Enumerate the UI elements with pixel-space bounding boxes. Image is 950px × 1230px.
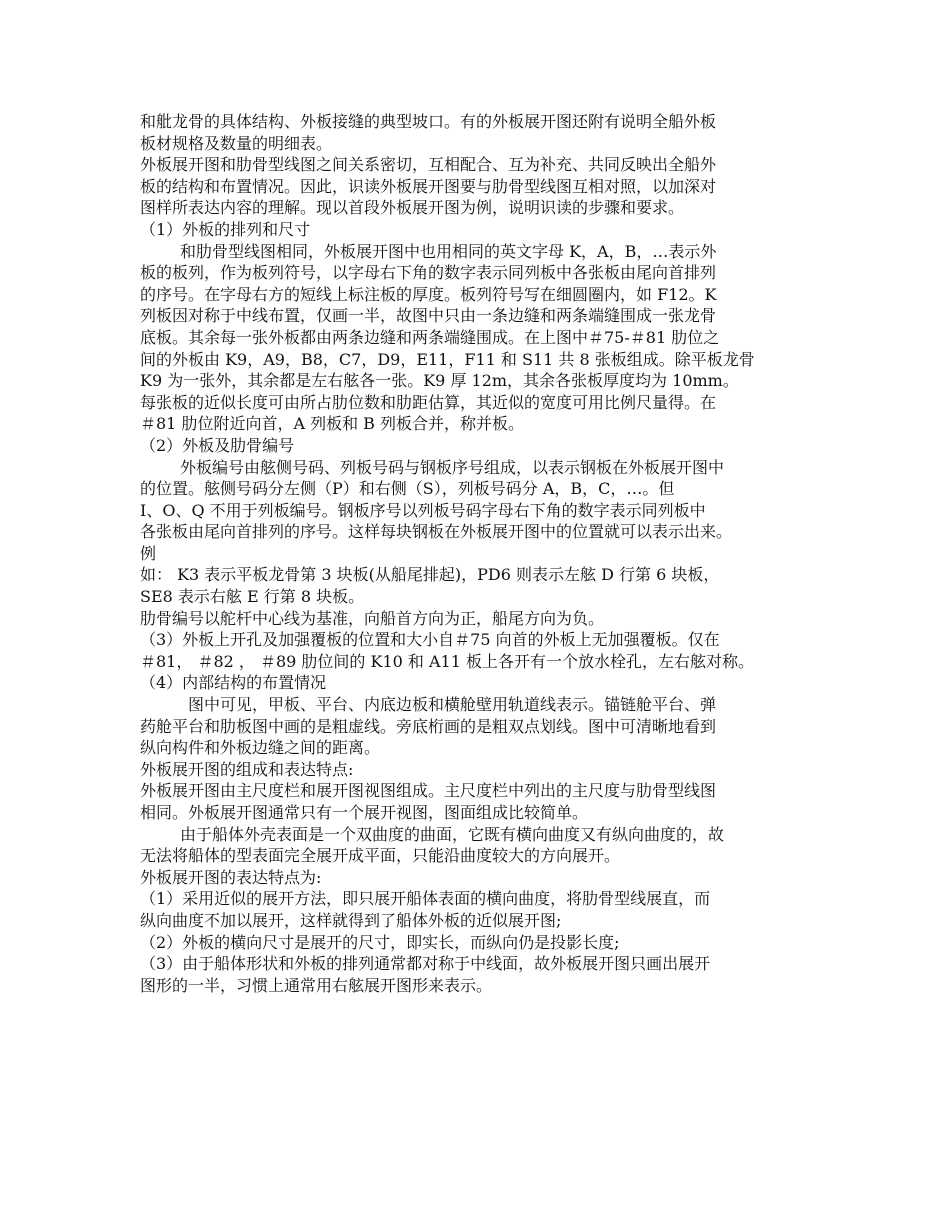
text-line: 列板因对称于中线布置，仅画一半，故图中只由一条边缝和两条端缝围成一张龙骨 [140,306,717,326]
text-line: （2）外板的横向尺寸是展开的尺寸，即实长，而纵向仍是投影长度; [140,932,620,952]
text-line: I、O、Q 不用于列板编号。钢板序号以列板号码字母右下角的数字表示同列板中 [140,500,706,520]
text-line: 板的结构和布置情况。因此，识读外板展开图要与肋骨型线图互相对照，以加深对 [140,176,717,196]
text-line: 由于船体外壳表面是一个双曲度的曲面，它既有横向曲度又有纵向曲度的，故 [180,824,725,844]
text-line: 底板。其余每一张外板都由两条边缝和两条端缝围成。在上图中＃75-＃81 肋位之 [140,327,720,347]
text-line: 药舱平台和肋板图中画的是粗虚线。旁底桁画的是粗双点划线。图中可清晰地看到 [140,716,717,736]
text-line: ＃81， ＃82 ， ＃89 肋位间的 K10 和 A11 板上各开有一个放水栓孔，左右舷对称。 [140,651,754,671]
text-line: （3）由于船体形状和外板的排列通常都对称于中线面，故外板展开图只画出展开 [140,954,711,974]
text-line: 外板展开图由主尺度栏和展开图视图组成。主尺度栏中列出的主尺度与肋骨型线图 [140,781,717,801]
text-line: 图中可见，甲板、平台、内底边板和横舱壁用轨道线表示。锚链舱平台、弹 [188,695,717,715]
text-line: 板的板列，作为板列符号，以字母右下角的数字表示同列板中各张板由尾向首排列 [140,263,717,283]
text-line: 各张板由尾向首排列的序号。这样每块钢板在外板展开图中的位置就可以表示出来。 [140,522,733,542]
text-line: ＃81 肋位附近向首，A 列板和 B 列板合并，称并板。 [140,414,525,434]
text-line: 外板编号由舷侧号码、列板号码与钢板序号组成，以表示钢板在外板展开图中 [180,457,725,477]
text-line: 间的外板由 K9，A9，B8，C7，D9，E11，F11 和 S11 共 8 张板组成。除平板龙骨 [140,349,755,369]
text-line: 的位置。舷侧号码分左侧（P）和右侧（S），列板号码分 A，B，C，…。但 [140,479,675,499]
text-line: 图形的一半，习惯上通常用右舷展开图形来表示。 [140,975,493,995]
text-line: 纵向构件和外板边缝之间的距离。 [140,738,381,758]
text-line: （3）外板上开孔及加强覆板的位置和大小自＃75 向首的外板上无加强覆板。仅在 [140,630,720,650]
text-line: 如： K3 表示平板龙骨第 3 块板(从船尾排起)，PD6 则表示左舷 D 行第 6 块板， [140,565,720,585]
text-line: 图样所表达内容的理解。现以首段外板展开图为例，说明识读的步骤和要求。 [140,198,685,218]
text-line: （2）外板及肋骨编号 [140,435,295,455]
text-line: 纵向曲度不加以展开，这样就得到了船体外板的近似展开图; [140,910,562,930]
text-line: 例 [140,543,157,563]
text-line: SE8 表示右舷 E 行第 8 块板。 [140,587,365,607]
text-line: 板材规格及数量的明细表。 [140,133,333,153]
text-line: 外板展开图的组成和表达特点: [140,759,354,779]
text-line: 外板展开图和肋骨型线图之间关系密切，互相配合、互为补充、共同反映出全船外 [140,155,717,175]
text-line: （1）采用近似的展开方法，即只展开船体表面的横向曲度，将肋骨型线展直，而 [140,889,711,909]
text-line: 的序号。在字母右方的短线上标注板的厚度。板列符号写在细圆圈内，如 F12。K [140,284,717,304]
text-line: （4）内部结构的布置情况 [140,673,327,693]
text-line: 外板展开图的表达特点为: [140,867,322,887]
document-body [140,111,830,996]
text-line: 每张板的近似长度可由所占肋位数和肋距估算，其近似的宽度可用比例尺量得。在 [140,392,717,412]
text-line: K9 为一张外，其余都是左右舷各一张。K9 厚 12m，其余各张板厚度均为 10mm。 [140,371,739,391]
text-line: 和舭龙骨的具体结构、外板接缝的典型坡口。有的外板展开图还附有说明全船外板 [140,112,717,131]
text-line: 和肋骨型线图相同，外板展开图中也用相同的英文字母 K，A，B，…表示外 [180,241,717,261]
text-line: （1）外板的排列和尺寸 [140,219,311,239]
text-line: 相同。外板展开图通常只有一个展开视图，图面组成比较简单。 [140,803,589,822]
text-line: 无法将船体的型表面完全展开成平面，只能沿曲度较大的方向展开。 [140,846,621,866]
text-line: 肋骨编号以舵杆中心线为基准，向船首方向为正，船尾方向为负。 [140,608,605,628]
